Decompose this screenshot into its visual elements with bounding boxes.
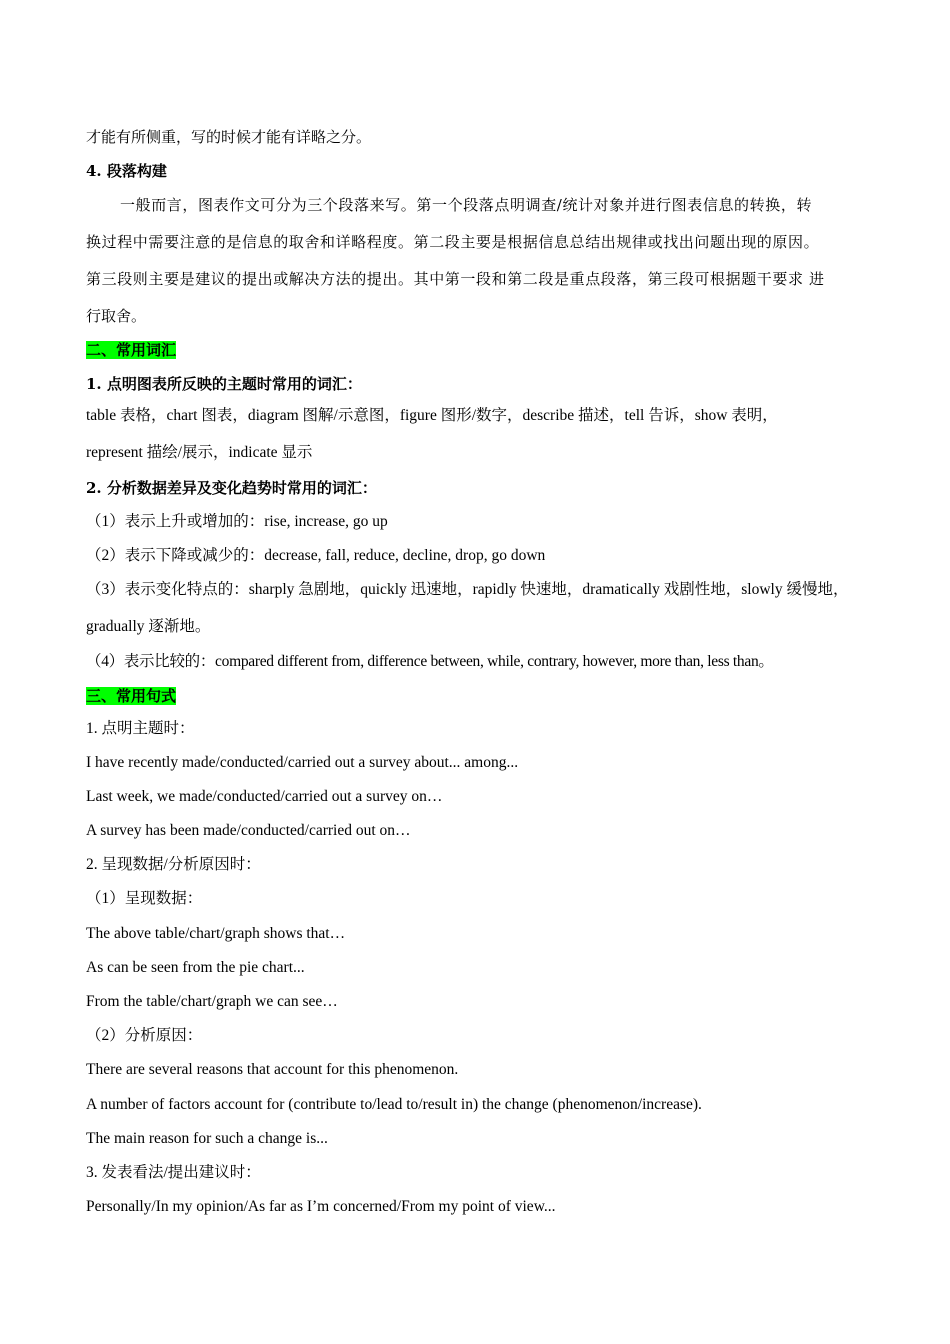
vocab-line: gradually 逐渐地。 [86,618,211,635]
sentence-subheading: 3. 发表看法/提出建议时： [86,1164,261,1181]
sentence-pattern: The main reason for such a change is... [86,1130,328,1147]
sentence-pattern: There are several reasons that account for this phenomenon. [86,1061,459,1078]
paragraph-line: 一般而言，图表作文可分为三个段落来写。第一个段落点明调查/统计对象并进行图表信息的转换，转 [120,196,813,214]
sentence-pattern: From the table/chart/graph we can see… [86,993,338,1010]
vocab-line: （3）表示变化特点的：sharply 急剧地，quickly 迅速地，rapidly 快速地，dramatically 戏剧性地，slowly 缓慢地， [86,581,849,598]
vocab-line: （2）表示下降或减少的：decrease, fall, reduce, decline, drop, go down [86,547,546,564]
paragraph-line: 第三段则主要是建议的提出或解决方法的提出。其中第一段和第二段是重点段落，第三段可根据题干要求 进 [86,270,825,288]
highlight-text: 二、常用词汇 [86,341,177,359]
sentence-pattern: A survey has been made/conducted/carried out on… [86,822,411,839]
sentence-subheading: （2）分析原因： [86,1027,203,1044]
sentence-pattern: As can be seen from the pie chart... [86,959,305,976]
subheading-trend-words: 2. 分析数据差异及变化趋势时常用的词汇： [86,479,377,497]
highlight-text: 三、常用句式 [86,687,177,705]
highlighted-heading-vocabulary [86,340,176,360]
sentence-pattern: I have recently made/conducted/carried out a survey about... among... [86,754,519,771]
sentence-pattern: A number of factors account for (contribute to/lead to/result in) the change (phenomenon/increase). [86,1096,702,1113]
section-heading-paragraph-construction: 4. 段落构建 [86,162,167,180]
highlighted-heading-sentences [86,686,176,706]
subheading-topic-words: 1. 点明图表所反映的主题时常用的词汇： [86,375,362,393]
vocab-line: （4）表示比较的：compared different from, difference between, while, contrary, however, more than, less than。 [86,653,774,670]
sentence-pattern: Personally/In my opinion/As far as I’m concerned/From my point of view... [86,1198,556,1215]
sentence-pattern: Last week, we made/conducted/carried out a survey on… [86,788,443,805]
sentence-subheading: （1）呈现数据： [86,890,203,907]
sentence-subheading: 1. 点明主题时： [86,720,195,737]
sentence-subheading: 2. 呈现数据/分析原因时： [86,856,261,873]
paragraph-line: 行取舍。 [86,307,147,325]
sentence-pattern: The above table/chart/graph shows that… [86,925,346,942]
vocab-line: represent 描绘/展示，indicate 显示 [86,444,313,461]
paragraph-line: 换过程中需要注意的是信息的取舍和详略程度。第二段主要是根据信息总结出规律或找出问题出现的原因。 [86,233,820,251]
vocab-line: （1）表示上升或增加的：rise, increase, go up [86,513,388,530]
vocab-line: table 表格，chart 图表，diagram 图解/示意图，figure 图形/数字，describe 描述，tell 告诉，show 表明， [86,407,778,424]
paragraph-line: 才能有所侧重，写的时候才能有详略之分。 [86,128,372,146]
